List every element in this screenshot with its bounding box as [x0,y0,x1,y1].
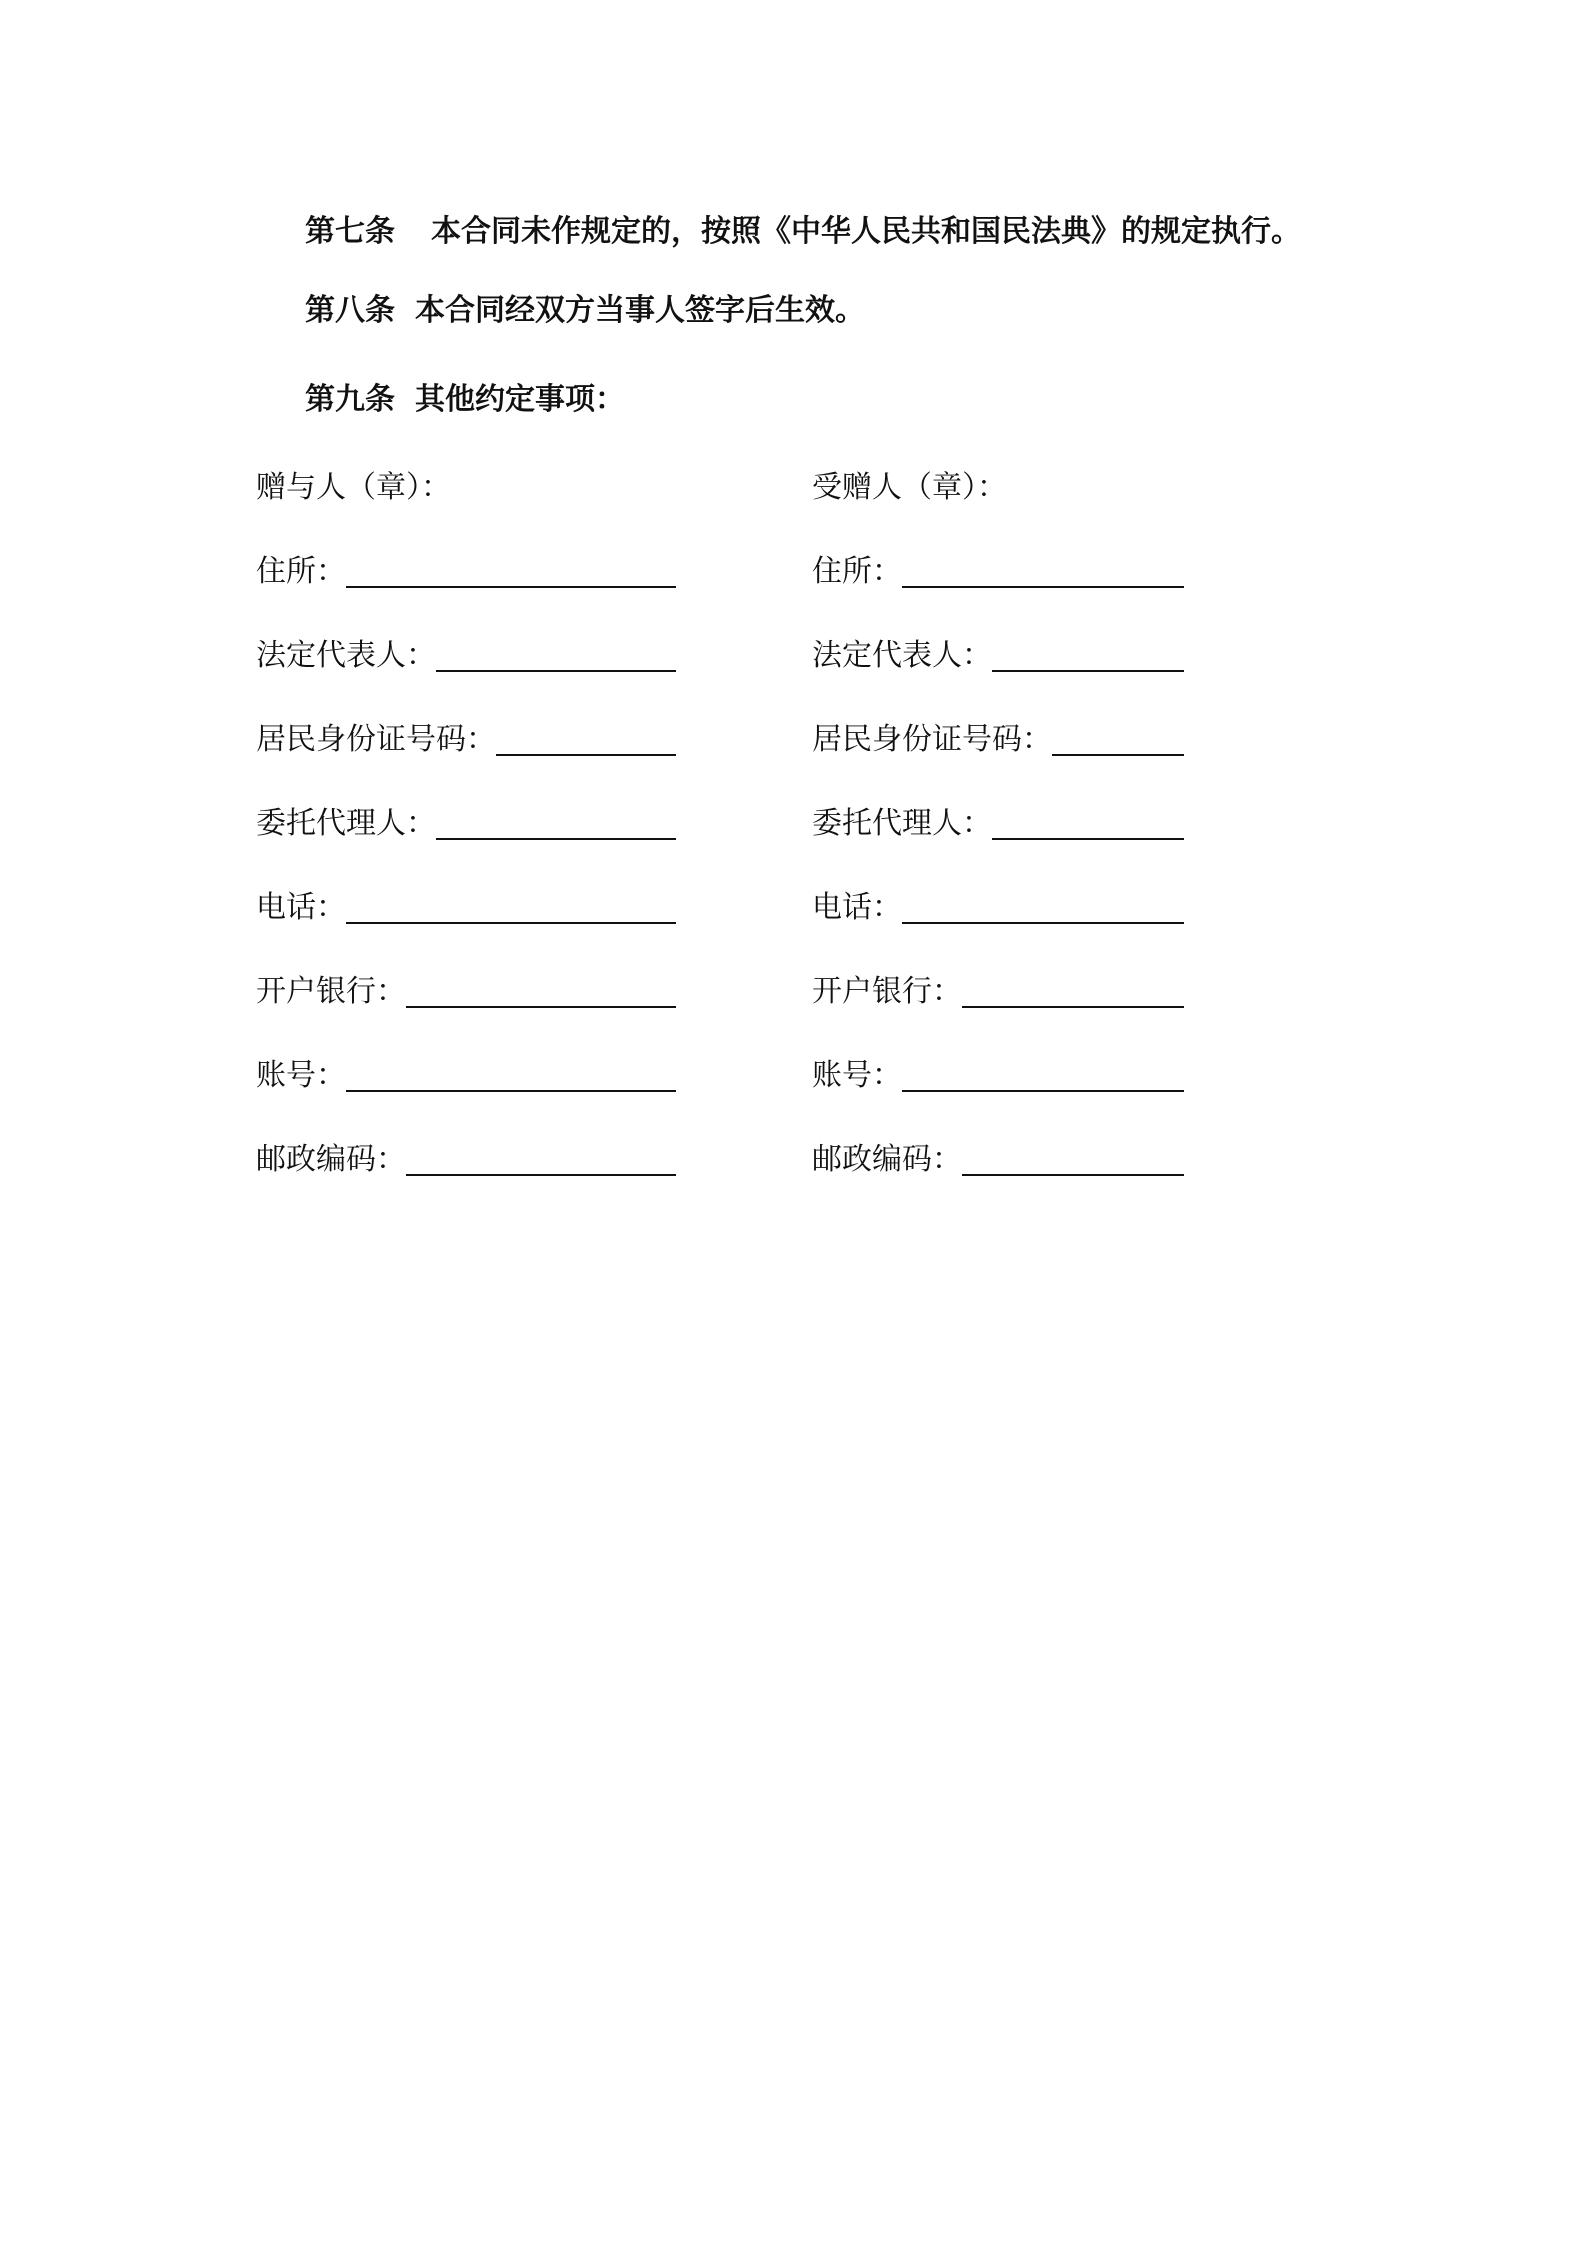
donee-agent-label: 委托代理人： [812,806,992,841]
clause-7-text: 本合同未作规定的，按照《中华人民共和国民法典》的规定执行。 [431,214,1301,249]
donee-postcode-field [812,1140,1184,1180]
donee-bank-label: 开户银行： [812,974,962,1009]
donor-postcode-field [256,1140,676,1180]
donor-legal-rep-field [256,636,676,676]
clause-8 [305,291,865,331]
clause-8-number: 第八条 [305,293,395,328]
donor-bank-field [256,972,676,1012]
donor-id-line[interactable] [496,724,676,756]
donor-agent-label: 委托代理人： [256,806,436,841]
donor-account-label: 账号： [256,1058,346,1093]
clause-9-number: 第九条 [305,382,395,417]
donor-phone-label: 电话： [256,890,346,925]
donee-account-field [812,1056,1184,1096]
clause-7 [305,212,1301,252]
clause-7-number: 第七条 [305,214,395,249]
donor-address-label: 住所： [256,554,346,589]
donee-address-field [812,552,1184,592]
donee-agent-line[interactable] [992,808,1184,840]
donee-bank-line[interactable] [962,976,1184,1008]
donee-id-label: 居民身份证号码： [812,722,1052,757]
donor-bank-label: 开户银行： [256,974,406,1009]
donee-legal-rep-label: 法定代表人： [812,638,992,673]
donor-address-field [256,552,676,592]
donee-title: 受赠人（章）： [812,470,1007,505]
donor-postcode-label: 邮政编码： [256,1142,406,1177]
donor-postcode-line[interactable] [406,1144,676,1176]
donee-legal-rep-line[interactable] [992,640,1184,672]
donor-id-label: 居民身份证号码： [256,722,496,757]
donor-phone-line[interactable] [346,892,676,924]
donee-phone-field [812,888,1184,928]
donee-bank-field [812,972,1184,1012]
donor-title: 赠与人（章）： [256,470,451,505]
donor-agent-line[interactable] [436,808,676,840]
donee-phone-line[interactable] [902,892,1184,924]
donor-legal-rep-label: 法定代表人： [256,638,436,673]
donor-agent-field [256,804,676,844]
clause-9-text: 其他约定事项： [415,382,625,417]
donee-phone-label: 电话： [812,890,902,925]
donor-account-field [256,1056,676,1096]
donor-account-line[interactable] [346,1060,676,1092]
donee-account-label: 账号： [812,1058,902,1093]
donee-postcode-line[interactable] [962,1144,1184,1176]
donee-legal-rep-field [812,636,1184,676]
donor-phone-field [256,888,676,928]
donee-address-line[interactable] [902,556,1184,588]
donor-id-field [256,720,676,760]
donee-id-line[interactable] [1052,724,1184,756]
donor-bank-line[interactable] [406,976,676,1008]
donee-agent-field [812,804,1184,844]
clause-8-text: 本合同经双方当事人签字后生效。 [415,293,865,328]
donor-address-line[interactable] [346,556,676,588]
donee-account-line[interactable] [902,1060,1184,1092]
donee-id-field [812,720,1184,760]
clause-9 [305,380,625,420]
donee-postcode-label: 邮政编码： [812,1142,962,1177]
donee-address-label: 住所： [812,554,902,589]
donor-legal-rep-line[interactable] [436,640,676,672]
